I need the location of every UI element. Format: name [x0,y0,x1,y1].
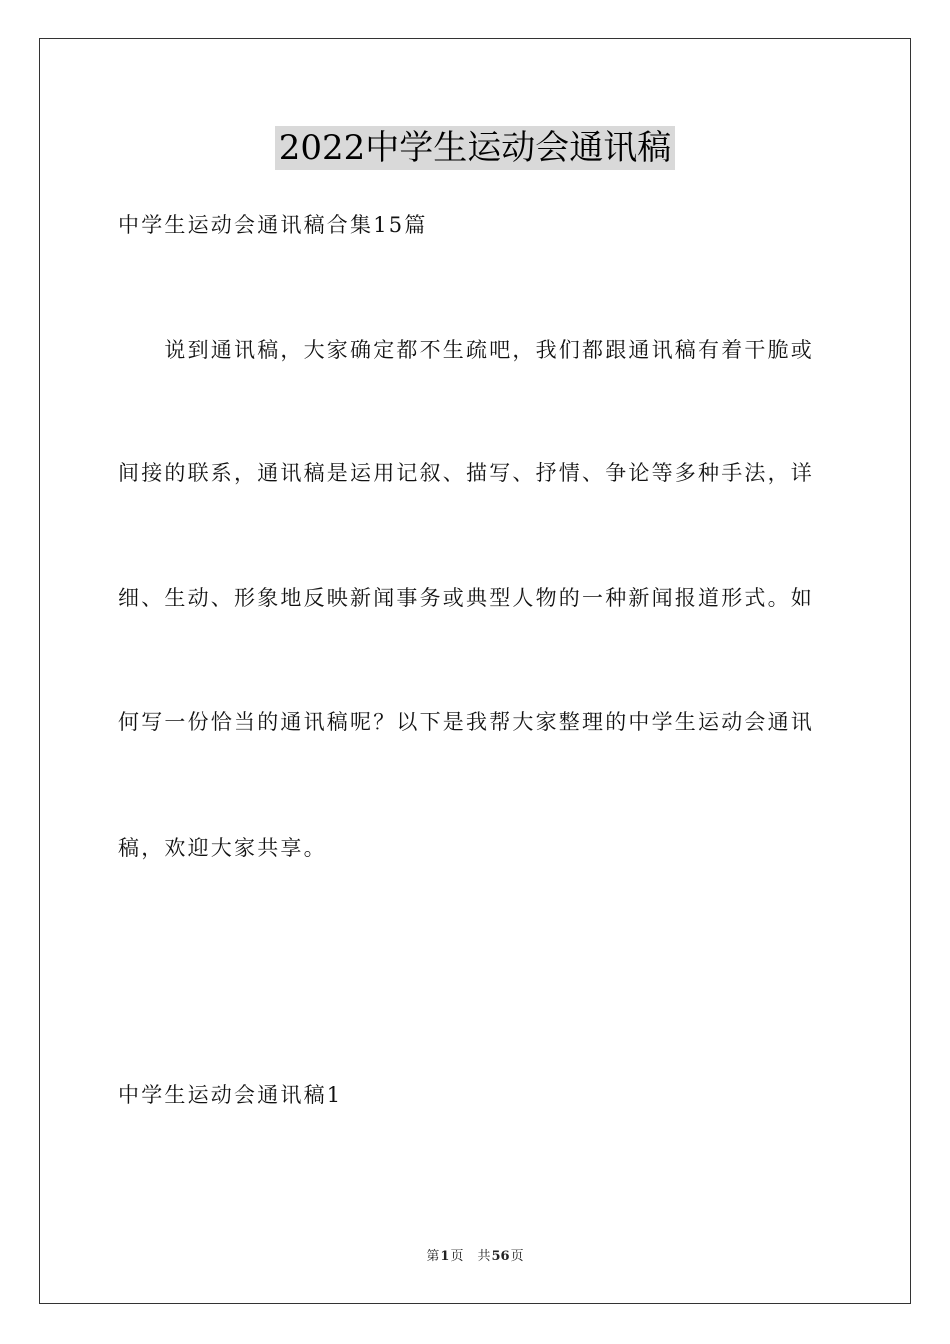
title-container [0,126,950,170]
paragraph-line: 间接的联系，通讯稿是运用记叙、描写、抒情、争论等多种手法，详 [118,461,814,485]
document-subtitle: 中学生运动会通讯稿合集15篇 [118,213,428,237]
section-heading: 中学生运动会通讯稿1 [118,1083,343,1107]
document-title: 2022中学生运动会通讯稿 [275,126,676,170]
page-footer [0,1248,950,1266]
footer-page-prefix: 第 [426,1249,440,1264]
footer-total-pages: 56 [491,1249,510,1264]
footer-total-suffix: 页 [510,1249,524,1264]
paragraph-line: 说到通讯稿，大家确定都不生疏吧，我们都跟通讯稿有着干脆或 [118,338,814,362]
footer-total-prefix: 共 [477,1249,491,1264]
paragraph-line: 稿，欢迎大家共享。 [118,836,327,860]
paragraph-line: 何写一份恰当的通讯稿呢？以下是我帮大家整理的中学生运动会通讯 [118,710,814,734]
footer-page-number: 1 [440,1249,450,1264]
footer-page-suffix: 页 [450,1249,464,1264]
paragraph-line: 细、生动、形象地反映新闻事务或典型人物的一种新闻报道形式。如 [118,586,814,610]
